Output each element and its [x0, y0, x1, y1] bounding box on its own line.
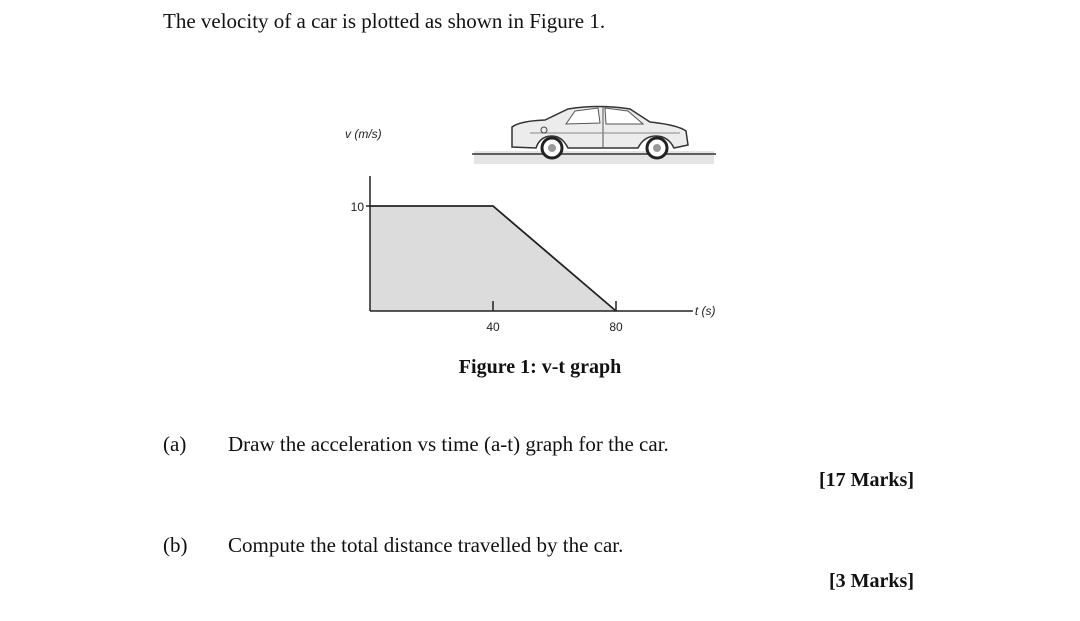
area-under-curve	[370, 206, 616, 311]
y-axis-label: v (m/s)	[345, 127, 382, 141]
intro-text: The velocity of a car is plotted as shown in Figure 1.	[163, 9, 606, 33]
question-b-text: Compute the total distance travelled by the car.	[228, 533, 624, 557]
figure-caption: Figure 1: v-t graph	[458, 356, 622, 378]
question-a-label: (a)	[163, 432, 187, 456]
question-b-marks: [3 Marks]	[829, 570, 914, 592]
question-b-label: (b)	[163, 533, 188, 557]
x-tick-label: 80	[609, 320, 623, 334]
x-axis-label: t (s)	[694, 304, 716, 318]
question-a-marks: [17 Marks]	[819, 469, 914, 491]
x-tick-label: 40	[486, 320, 500, 334]
car-icon	[472, 107, 716, 165]
y-tick-label: 10	[350, 200, 364, 214]
question-a-text: Draw the acceleration vs time (a-t) graph for the car.	[228, 432, 669, 456]
